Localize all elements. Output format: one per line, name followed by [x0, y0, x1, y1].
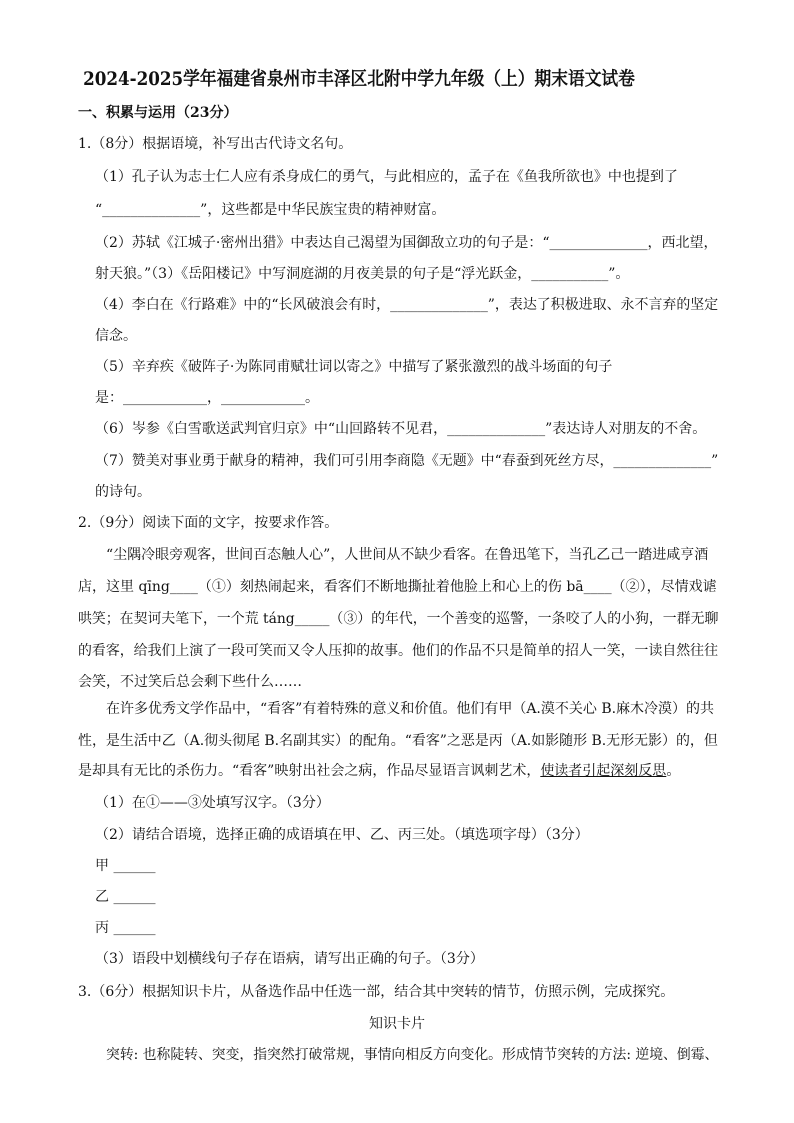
q1-item4-line1: （4）李白在《行路难》中的“长风破浪会有时，______________”，表达了积极进取、永不言弃的坚定: [95, 297, 719, 313]
q2-para2-line3-end: 。: [666, 763, 681, 779]
knowledge-card-line1: 突转: 也称陡转、突变，指突然打破常规，事情向相反方向变化。形成情节突转的方法: 逆境、倒霉、: [106, 1047, 719, 1063]
q2-para2-line3: [78, 761, 680, 781]
q1-item5-line2: 是：____________，____________。: [95, 390, 319, 406]
q2-stem: 2.（9分）阅读下面的文字，按要求作答。: [78, 515, 339, 531]
q2-para2-line2: 性，是生活中乙（A.彻头彻尾 B.名副其实）的配角。“看客”之恶是丙（A.如影随形 B.无形无影）的，但: [78, 733, 718, 749]
q1-item1-line1: （1）孔子认为志士仁人应有杀身成仁的勇气，与此相应的，孟子在《鱼我所欲也》中也提到了: [95, 169, 678, 185]
q2-answer-jia: 甲 ______: [95, 858, 156, 874]
q2-para1-line4: 的看客，给我们上演了一段可笑而又令人压抑的故事。他们的作品不只是简单的招人一笑，一读自然往往: [78, 643, 719, 659]
q2-para1-line3: 哄笑；在契诃夫笔下，一个荒 táng_____（③）的年代，一个善变的巡警，一条咬了人的小狗，一群无聊: [78, 611, 719, 627]
q1-item1-line2: “______________”，这些都是中华民族宝贵的精神财富。: [95, 202, 446, 218]
page-title: 2024-2025学年福建省泉州市丰泽区北附中学九年级（上）期末语文试卷: [83, 69, 635, 90]
q1-item7-line2: 的诗句。: [95, 484, 151, 500]
q2-answer-bing: 丙 ______: [95, 920, 156, 936]
q1-item4-line2: 信念。: [95, 328, 137, 344]
q2-para1-line5: 会笑，不过笑后总会剩下些什么……: [78, 674, 302, 690]
q2-answer-yi: 乙 ______: [95, 889, 156, 905]
q1-item6: （6）岑参《白雪歌送武判官归京》中“山回路转不见君，______________”表达诗人对朋友的不舍。: [95, 421, 707, 437]
q1-item5-line1: （5）辛弃疾《破阵子·为陈同甫赋壮词以寄之》中描写了紧张激烈的战斗场面的句子: [95, 359, 613, 375]
q2-para2-line3-text: 是却具有无比的杀伤力。“看客”映射出社会之病，作品尽显语言讽刺艺术，: [78, 763, 541, 779]
q2-sub1: （1）在①——③处填写汉字。（3分）: [95, 795, 330, 811]
knowledge-card-title: 知识卡片: [369, 1016, 425, 1032]
q2-sub2: （2）请结合语境，选择正确的成语填在甲、乙、丙三处。（填选项字母）（3分）: [95, 827, 589, 843]
q3-stem: 3.（6分）根据知识卡片，从备选作品中任选一部，结合其中突转的情节，仿照示例，完成探究。: [78, 984, 675, 1000]
underlined-sentence: 使读者引起深刻反思: [540, 763, 667, 779]
q1-stem: 1.（8分）根据语境，补写出古代诗文名句。: [78, 136, 353, 152]
q2-sub3: （3）语段中划横线句子存在语病，请写出正确的句子。（3分）: [95, 951, 484, 967]
q1-item2-line2: 射天狼。”（3）《岳阳楼记》中写洞庭湖的月夜美景的句子是“浮光跃金，___________”。: [95, 266, 630, 282]
q2-para1-line1: “尘隅冷眼旁观客，世间百态触人心”，人世间从不缺少看客。在鲁迅笔下，当孔乙己一踏进咸亨酒: [106, 547, 709, 563]
q2-para1-line2: 店，这里 qīng____（①）刻热闹起来，看客们不断地撕扯着他脸上和心上的伤 bā____（②），尽情戏谑: [78, 579, 717, 595]
section-heading: 一、积累与运用（23分）: [78, 105, 238, 121]
q1-item2-line1: （2）苏轼《江城子·密州出猎》中表达自己渴望为国御敌立功的句子是：“______________，西北望，: [95, 235, 718, 251]
q1-item7-line1: （7）赞美对事业勇于献身的精神，我们可引用李商隐《无题》中“春蚕到死丝方尽，______________”: [95, 453, 719, 469]
q2-para2-line1: 在许多优秀文学作品中，“看客”有着特殊的意义和价值。他们有甲（A.漠不关心 B.麻木冷漠）的共: [106, 701, 715, 717]
